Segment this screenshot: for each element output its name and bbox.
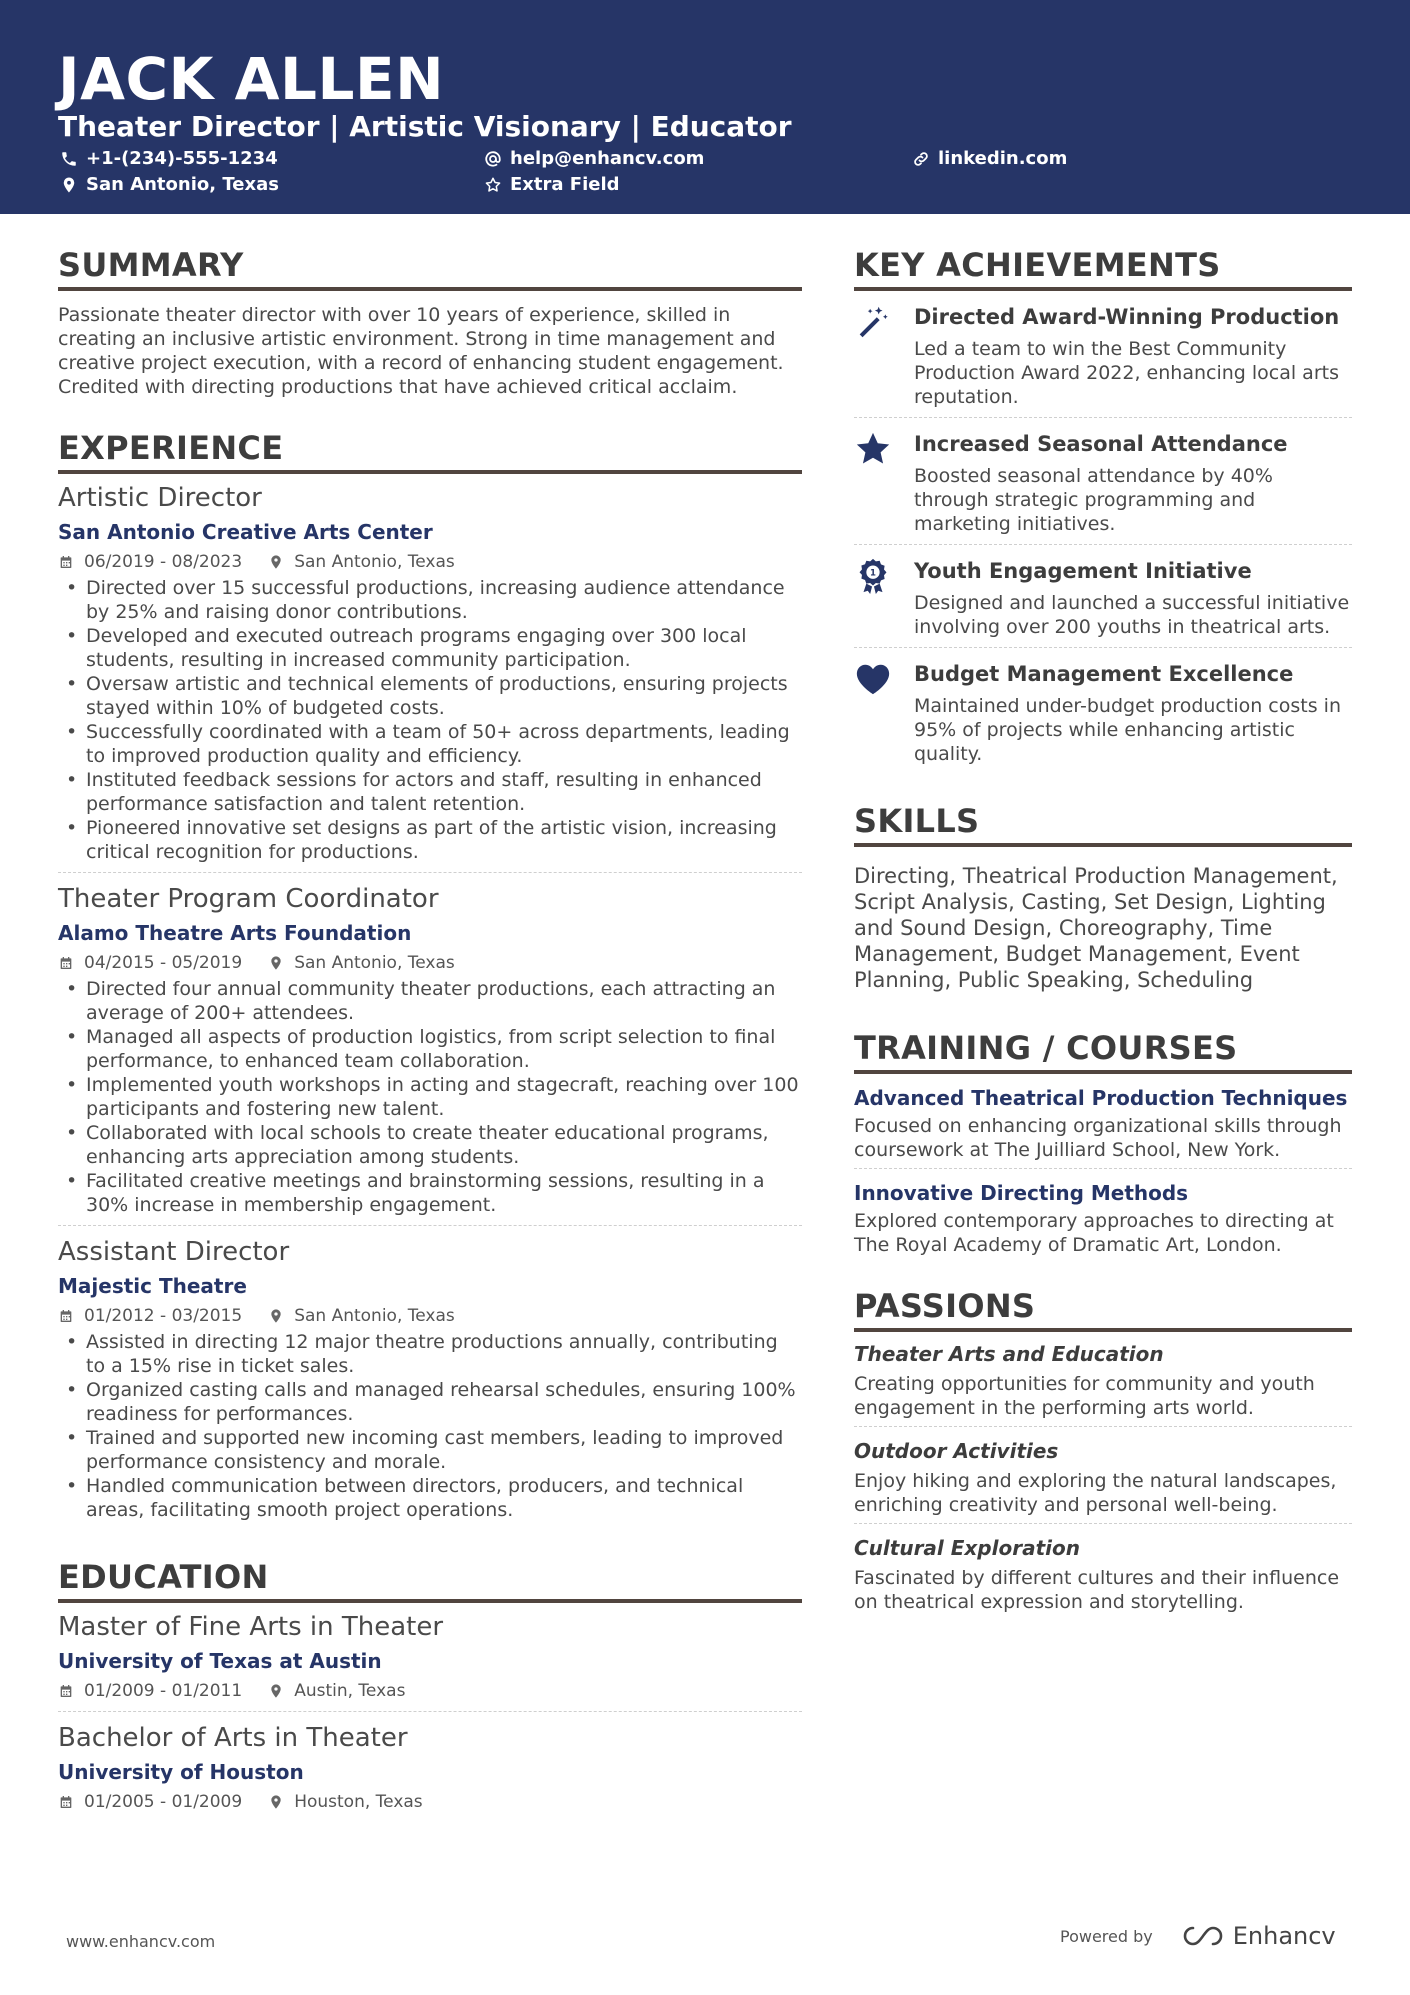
contact-location [60,174,279,196]
passion-item [854,1534,1352,1620]
passion-desc: Enjoy hiking and exploring the natural landscapes, enriching creativity and personal well-being. [854,1470,1337,1516]
course-title: Advanced Theatrical Production Techniques [854,1086,1348,1110]
achievement-item [854,291,1352,418]
achievement-item [854,418,1352,545]
passions-title: PASSIONS [854,1287,1352,1332]
calendar-icon [58,1794,74,1810]
achievement-item [854,648,1352,774]
skills-section [854,802,1352,993]
bullet-item: • Developed and executed outreach programs engaging over 300 local students, resulting in increased community participation. [58,624,802,672]
job-title: Theater Program Coordinator [58,884,439,914]
svg-text:1: 1 [870,568,876,579]
right-column [854,246,1352,1650]
location-text: San Antonio, Texas [86,174,279,195]
magic-wand-icon [854,303,892,341]
course-desc: Focused on enhancing organizational skills through coursework at The Juilliard School, New York. [854,1115,1342,1161]
location-pin-icon [268,1794,284,1810]
company-name: Alamo Theatre Arts Foundation [58,921,412,945]
education-entry [58,1611,802,1712]
bullet-item: • Handled communication between directors, producers, and technical areas, facilitating smooth project operations. [58,1474,802,1522]
course-item [854,1179,1352,1263]
course-title: Innovative Directing Methods [854,1181,1189,1205]
school-name: University of Houston [58,1760,304,1784]
entry-meta [58,1679,802,1703]
calendar-icon [58,955,74,971]
bullet-item: • Trained and supported new incoming cast members, leading to improved performance consistency and morale. [58,1426,802,1474]
brand-name: Enhancv [1232,1922,1336,1950]
summary-text: Passionate theater director with over 10 years of experience, skilled in creating an inclusive artistic environment. Strong in time management and creative project execution, with a record of enhancing student engagement. Credited with directing productions that have achieved critical acclaim. [58,304,784,398]
bullet-item: • Oversaw artistic and technical elements of productions, ensuring projects stayed within 10% of budgeted costs. [58,672,802,720]
at-icon [484,150,502,168]
achievement-title: Budget Management Excellence [914,662,1294,686]
company-name: San Antonio Creative Arts Center [58,520,433,544]
entry-location: San Antonio, Texas [294,552,455,572]
achievements-section [854,246,1352,774]
phone-icon [60,150,78,168]
company-name: Majestic Theatre [58,1274,247,1298]
degree-title: Master of Fine Arts in Theater [58,1612,444,1642]
summary-title: SUMMARY [58,246,802,291]
entry-location: Houston, Texas [294,1792,423,1812]
bullet-item: • Pioneered innovative set designs as part of the artistic vision, increasing critical recognition for productions. [58,816,802,864]
summary-section [58,246,802,399]
achievement-title: Directed Award-Winning Production [914,305,1340,329]
passion-desc: Fascinated by different cultures and their influence on theatrical expression and storytelling. [854,1567,1340,1613]
calendar-icon [58,1683,74,1699]
experience-entry [58,1236,802,1530]
bullet-list [58,977,802,1217]
calendar-icon [58,1308,74,1324]
achievement-desc: Maintained under-budget production costs in 95% of projects while enhancing artistic quality. [914,695,1341,765]
location-pin-icon [268,554,284,570]
education-entry [58,1722,802,1822]
email-text: help@enhancv.com [510,148,705,169]
bullet-item: • Implemented youth workshops in acting and stagecraft, reaching over 100 participants and fostering new talent. [58,1073,802,1121]
candidate-headline: Theater Director | Artistic Visionary | Educator [58,110,792,143]
bullet-item: • Managed all aspects of production logistics, from script selection to final performance, to enhanced team collaboration. [58,1025,802,1073]
entry-meta [58,951,802,975]
entry-dates: 01/2012 - 03/2015 [84,1306,243,1326]
entry-location: San Antonio, Texas [294,953,455,973]
experience-entry [58,482,802,873]
phone-text: +1-(234)-555-1234 [86,148,278,169]
entry-location: Austin, Texas [294,1681,406,1701]
achievement-desc: Led a team to win the Best Community Production Award 2022, enhancing local arts reputation. [914,338,1339,408]
heart-icon [854,660,892,698]
link-icon [912,150,930,168]
brand-logo[interactable] [1179,1922,1336,1950]
school-name: University of Texas at Austin [58,1649,382,1673]
bullet-item: • Directed four annual community theater productions, each attracting an average of 200+ attendees. [58,977,802,1025]
entry-dates: 06/2019 - 08/2023 [84,552,243,572]
star-icon [854,430,892,468]
star-outline-icon [484,176,502,194]
contact-phone[interactable] [60,148,278,170]
entry-meta [58,550,802,574]
footer-website[interactable]: www.enhancv.com [66,1932,216,1951]
achievement-item [854,545,1352,648]
bullet-item: • Facilitated creative meetings and brainstorming sessions, resulting in a 30% increase in membership engagement. [58,1169,802,1217]
entry-meta [58,1304,802,1328]
bullet-list [58,576,802,864]
bullet-list [58,1330,802,1522]
degree-title: Bachelor of Arts in Theater [58,1723,408,1753]
job-title: Artistic Director [58,483,262,513]
contact-extra [484,174,620,196]
achievement-title: Youth Engagement Initiative [914,559,1252,583]
education-section [58,1558,802,1822]
passion-title: Outdoor Activities [854,1439,1059,1463]
award-icon [854,557,892,595]
experience-entry [58,883,802,1226]
job-title: Assistant Director [58,1237,290,1267]
passion-desc: Creating opportunities for community and youth engagement in the performing arts world. [854,1373,1315,1419]
achievement-title: Increased Seasonal Attendance [914,432,1288,456]
achievements-title: KEY ACHIEVEMENTS [854,246,1352,291]
experience-section [58,429,802,1530]
experience-title: EXPERIENCE [58,429,802,474]
resume-header [0,0,1410,214]
candidate-name: JACK ALLEN [58,45,445,113]
entry-dates: 01/2005 - 01/2009 [84,1792,243,1812]
location-pin-icon [268,955,284,971]
bullet-item: • Successfully coordinated with a team of 50+ across departments, leading to improved production quality and efficiency. [58,720,802,768]
entry-meta [58,1790,802,1814]
passion-item [854,1340,1352,1427]
linkedin-text: linkedin.com [938,148,1068,169]
passion-title: Cultural Exploration [854,1536,1080,1560]
passion-item [854,1437,1352,1524]
left-column [58,246,802,1852]
location-pin-icon [60,176,78,194]
skills-title: SKILLS [854,802,1352,847]
passion-title: Theater Arts and Education [854,1342,1164,1366]
powered-by-label: Powered by [1060,1926,1153,1946]
training-title: TRAINING / COURSES [854,1029,1352,1074]
entry-location: San Antonio, Texas [294,1306,455,1326]
location-pin-icon [268,1308,284,1324]
contact-email[interactable] [484,148,704,170]
course-desc: Explored contemporary approaches to directing at The Royal Academy of Dramatic Art, London. [854,1210,1334,1256]
education-title: EDUCATION [58,1558,802,1603]
location-pin-icon [268,1683,284,1699]
extra-text: Extra Field [510,174,620,195]
course-item [854,1084,1352,1169]
bullet-item: • Instituted feedback sessions for actors and staff, resulting in enhanced performance satisfaction and talent retention. [58,768,802,816]
passions-section [854,1287,1352,1620]
entry-dates: 04/2015 - 05/2019 [84,953,243,973]
training-section [854,1029,1352,1263]
skills-list: Directing, Theatrical Production Management, Script Analysis, Casting, Set Design, Lighting and Sound Design, Choreography, Time Management, Budget Management, Event Planning, Public Speaking, Scheduling [854,864,1338,992]
achievement-desc: Boosted seasonal attendance by 40% through strategic programming and marketing initiatives. [914,465,1273,535]
contact-linkedin[interactable] [912,148,1067,170]
footer-branding [1060,1922,1336,1950]
bullet-item: • Directed over 15 successful productions, increasing audience attendance by 25% and raising donor contributions. [58,576,802,624]
bullet-item: • Collaborated with local schools to create theater educational programs, enhancing arts appreciation among students. [58,1121,802,1169]
entry-dates: 01/2009 - 01/2011 [84,1681,243,1701]
bullet-item: • Assisted in directing 12 major theatre productions annually, contributing to a 15% rise in ticket sales. [58,1330,802,1378]
enhancv-logo-icon [1179,1922,1227,1950]
achievement-desc: Designed and launched a successful initiative involving over 200 youths in theatrical arts. [914,592,1350,638]
bullet-item: • Organized casting calls and managed rehearsal schedules, ensuring 100% readiness for performances. [58,1378,802,1426]
calendar-icon [58,554,74,570]
